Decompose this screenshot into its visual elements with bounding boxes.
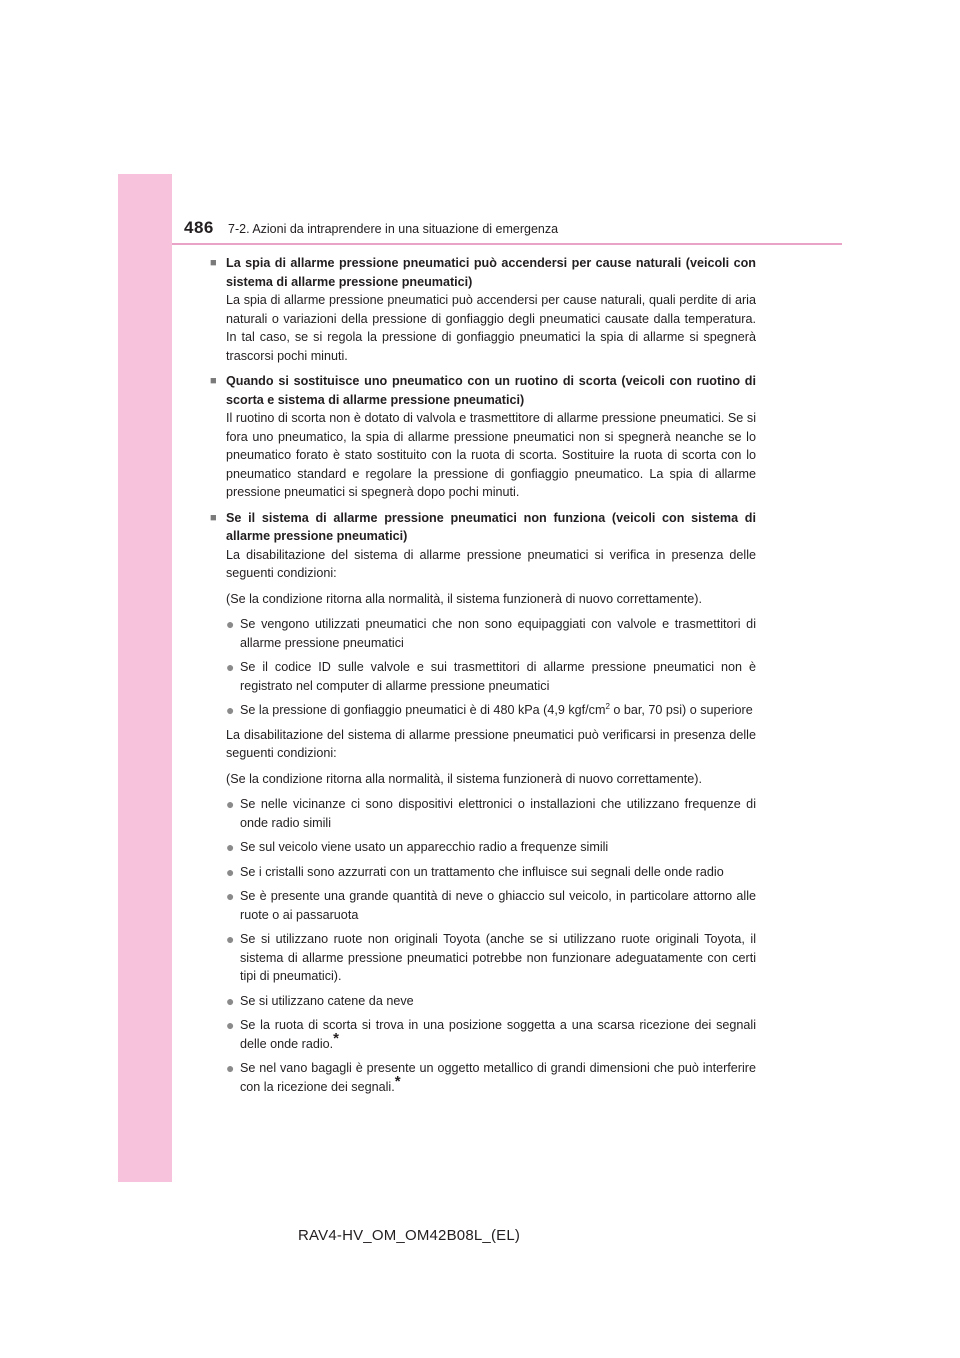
side-color-band: [118, 174, 172, 1182]
section-body: La spia di allarme pressione pneumatici può accendersi per cause naturali, quali perdite di aria naturali o variazioni della pressione di gonfiaggio degli pneumatici causate dalla temperatura. In tal caso, se si regola la pressione di gonfiaggio pneumatici la spia di allarme si spegnerà trascorsi pochi minuti.: [226, 293, 756, 363]
footnote-star: *: [394, 1072, 401, 1090]
section-body: Il ruotino di scorta non è dotato di valvola e trasmettitore di allarme pressione pneumatici. Se si fora uno pneumatico, la spia di allarme pressione pneumatici non si spegnerà neanche se lo pneumatico forato è stato sostituito con la ruota di scorta. Sostituire la ruota di scorta con lo pneumatico standard e regolare la pressione di gonfiaggio pneumatico. La spia di allarme pressione pneumatici si spegnerà dopo pochi minuti.: [226, 411, 756, 499]
list-item: ● Se si utilizzano ruote non originali Toyota (anche se si utilizzano ruote originali Toyota, il sistema di allarme pressione pneumatici potrebbe non funzionare adeguatamente con certi tipi di pneumatici).: [226, 930, 756, 986]
list-item: ● Se nel vano bagagli è presente un oggetto metallico di grandi dimensioni che può interferire con la ricezione dei segnali.*: [226, 1059, 756, 1096]
section-heading: La spia di allarme pressione pneumatici può accendersi per cause naturali (veicoli con sistema di allarme pressione pneumatici): [226, 256, 756, 289]
page-number: 486: [184, 218, 214, 237]
note-paragraph: (Se la condizione ritorna alla normalità, il sistema funzionerà di nuovo correttamente).: [226, 771, 702, 786]
list-item: ● Se nelle vicinanze ci sono dispositivi elettronici o installazioni che utilizzano frequenze di onde radio simili: [226, 795, 756, 832]
list-item: ● Se vengono utilizzati pneumatici che non sono equipaggiati con valvole e trasmettitori di allarme pressione pneumatici: [226, 615, 756, 652]
square-bullet-icon: ■: [210, 375, 217, 387]
round-bullet-icon: ●: [226, 616, 235, 632]
section-natural-causes: [210, 254, 756, 365]
header-divider: [172, 243, 842, 245]
round-bullet-icon: ●: [226, 659, 235, 675]
round-bullet-icon: ●: [226, 888, 235, 904]
section-heading: Quando si sostituisce uno pneumatico con un ruotino di scorta (veicoli con ruotino di scorta e sistema di allarme pressione pneumatici): [226, 374, 756, 407]
round-bullet-icon: ●: [226, 1060, 235, 1076]
round-bullet-icon: ●: [226, 1017, 235, 1033]
section-system-malfunction: [210, 509, 756, 1097]
round-bullet-icon: ●: [226, 931, 235, 947]
intro-paragraph: La disabilitazione del sistema di allarme pressione pneumatici può verificarsi in presenza delle seguenti condizioni:: [226, 727, 756, 760]
round-bullet-icon: ●: [226, 839, 235, 855]
list-item: ● Se i cristalli sono azzurrati con un trattamento che influisce sui segnali delle onde radio: [226, 863, 724, 880]
footnote-star: *: [333, 1029, 339, 1047]
round-bullet-icon: ●: [226, 702, 235, 718]
round-bullet-icon: ●: [226, 992, 235, 1009]
list-item: ● Se la ruota di scorta si trova in una posizione soggetta a una scarsa ricezione dei segnali delle onde radio.*: [226, 1016, 756, 1053]
list-item: ● Se il codice ID sulle valvole e sui trasmettitori di allarme pressione pneumatici non è registrato nel computer di allarme pressione pneumatici: [226, 658, 756, 695]
list-item: ● Se è presente una grande quantità di neve o ghiaccio sul veicolo, in particolare attorno alle ruote o ai passaruota: [226, 887, 756, 924]
round-bullet-icon: ●: [226, 796, 235, 812]
square-bullet-icon: ■: [210, 257, 217, 269]
intro-paragraph: La disabilitazione del sistema di allarme pressione pneumatici si verifica in presenza delle seguenti condizioni:: [226, 547, 756, 580]
page-content: [210, 254, 756, 1102]
list-item: ● Se sul veicolo viene usato un apparecchio radio a frequenze simili: [226, 839, 609, 855]
square-bullet-icon: ■: [210, 511, 217, 524]
section-spare-tire: [210, 372, 756, 502]
round-bullet-icon: ●: [226, 863, 235, 880]
list-item: ● Se la pressione di gonfiaggio pneumatici è di 480 kPa (4,9 kgf/$cm^2$ o bar, 70 psi) o superiore: [226, 701, 753, 718]
list-item: ● Se si utilizzano catene da neve: [226, 992, 414, 1009]
chapter-title: 7-2. Azioni da intraprendere in una situazione di emergenza: [228, 222, 559, 236]
note-paragraph: (Se la condizione ritorna alla normalità, il sistema funzionerà di nuovo correttamente).: [226, 591, 702, 606]
document-code: RAV4-HV_OM_OM42B08L_(EL): [298, 1227, 521, 1244]
section-heading: Se il sistema di allarme pressione pneumatici non funziona (veicoli con sistema di allarme pressione pneumatici): [226, 510, 756, 543]
